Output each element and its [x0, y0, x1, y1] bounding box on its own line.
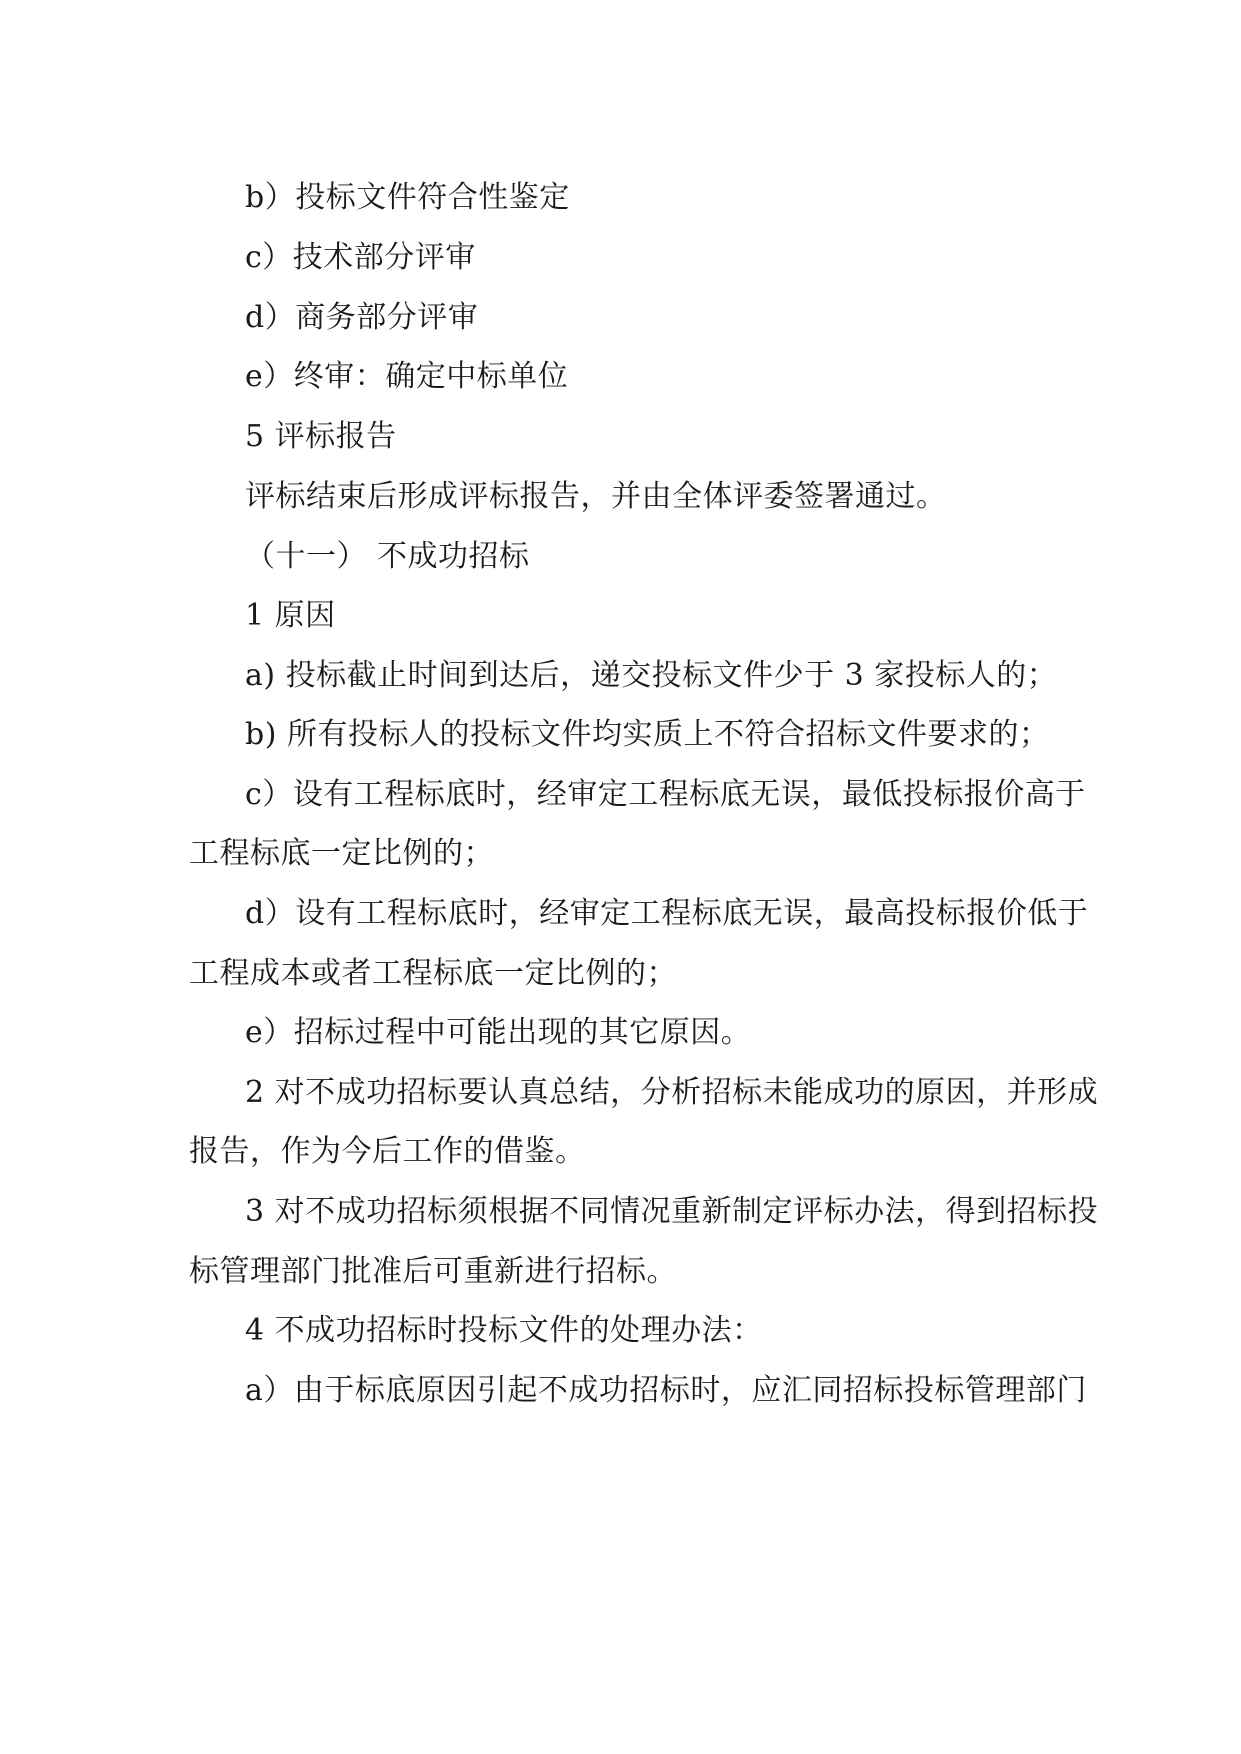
list-item-c-technical: c）技术部分评审: [245, 240, 476, 275]
list-item-reason-a: a) 投标截止时间到达后，递交投标文件少于 3 家投标人的；: [245, 658, 1058, 693]
list-item-reason-c: c）设有工程标底时，经审定工程标底无误，最低投标报价高于: [245, 777, 1086, 812]
paragraph-point-3-cont: 标管理部门批准后可重新进行招标。: [189, 1254, 677, 1289]
list-item-reason-b: b) 所有投标人的投标文件均实质上不符合招标文件要求的；: [245, 717, 1050, 752]
list-item-reason-d-cont: 工程成本或者工程标底一定比例的；: [189, 956, 677, 991]
section-heading-evaluation-report: 5 评标报告: [245, 419, 397, 454]
paragraph-point-2-cont: 报告，作为今后工作的借鉴。: [189, 1134, 586, 1169]
list-item-handling-a: a）由于标底原因引起不成功招标时，应汇同招标投标管理部门: [245, 1373, 1087, 1408]
paragraph-point-4: 4 不成功招标时投标文件的处理办法：: [245, 1313, 763, 1348]
list-item-reason-c-cont: 工程标底一定比例的；: [189, 836, 494, 871]
list-item-reason-e: e）招标过程中可能出现的其它原因。: [245, 1015, 752, 1050]
subheading-reasons: 1 原因: [245, 598, 336, 633]
list-item-reason-d: d）设有工程标底时，经审定工程标底无误，最高投标报价低于: [245, 896, 1089, 931]
paragraph-point-3: 3 对不成功招标须根据不同情况重新制定评标办法，得到招标投: [245, 1194, 1099, 1229]
section-heading-unsuccessful-tender: （十一） 不成功招标: [245, 539, 530, 574]
paragraph-point-2: 2 对不成功招标要认真总结，分析招标未能成功的原因，并形成: [245, 1075, 1099, 1110]
list-item-b-conformity: b）投标文件符合性鉴定: [245, 180, 570, 215]
paragraph-evaluation-report: 评标结束后形成评标报告，并由全体评委签署通过。: [245, 479, 947, 514]
list-item-e-final: e）终审：确定中标单位: [245, 359, 569, 394]
list-item-d-commercial: d）商务部分评审: [245, 300, 479, 335]
